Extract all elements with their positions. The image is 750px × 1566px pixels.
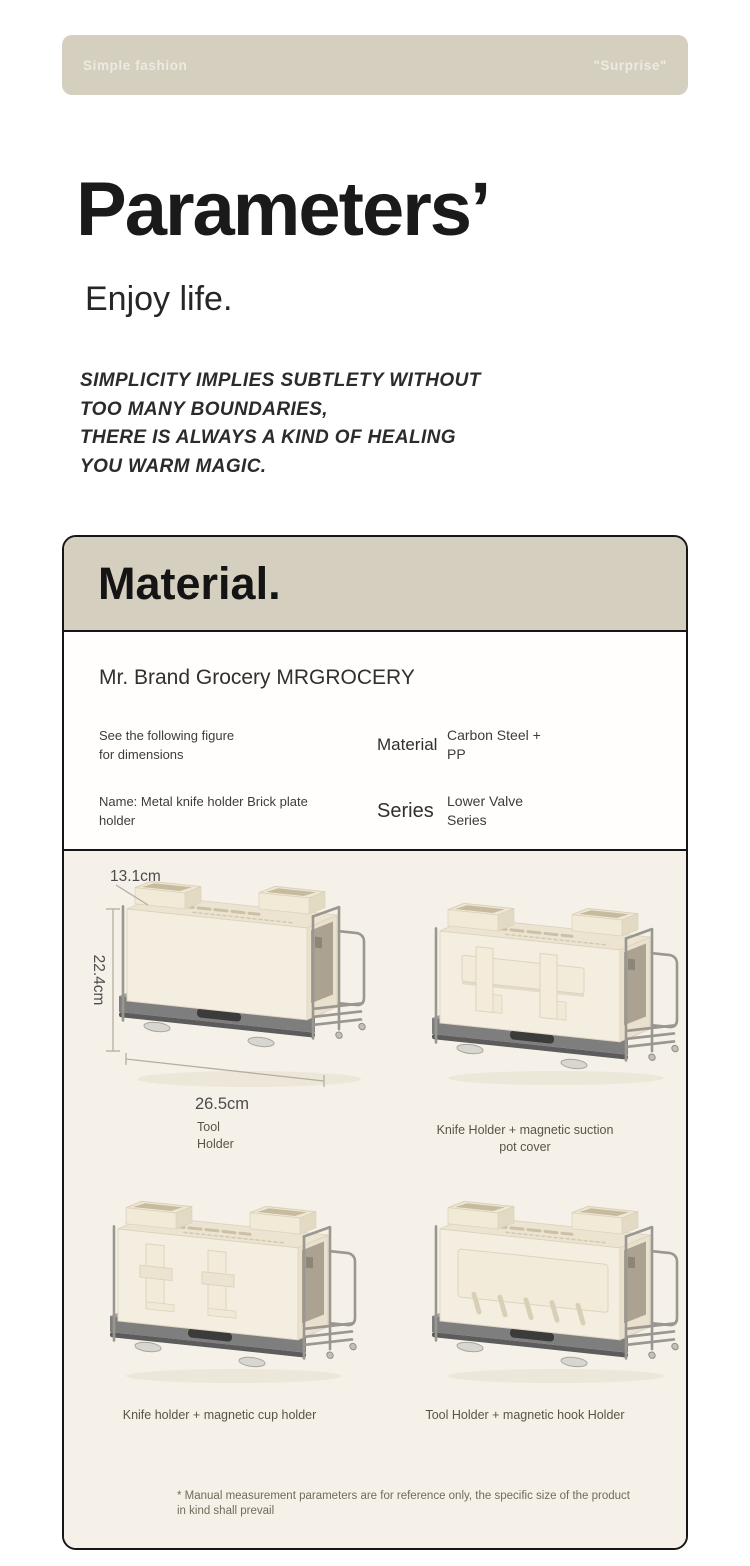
spec-row-series [99, 792, 686, 830]
spec-value-line: Lower Valve [447, 793, 524, 809]
product-label-line: Knife holder + magnetic cup holder [122, 1408, 317, 1422]
product-label-line: Knife Holder + magnetic suction [436, 1123, 614, 1137]
dim-bottom-label: 26.5cm [194, 1095, 250, 1113]
product-image-hook-holder [416, 1181, 688, 1386]
product-label-line: Tool [197, 1120, 220, 1134]
footnote-line: * Manual measurement parameters are for reference only, the specific size of the product [177, 1490, 630, 1502]
product-image-cup-holder [94, 1181, 374, 1386]
card-info-section [64, 632, 686, 851]
dim-top-label: 13.1cm [110, 868, 161, 885]
spec-value-line: Carbon Steel + [447, 727, 541, 743]
product-image-tool-holder [74, 855, 394, 1125]
spec-value [447, 792, 523, 830]
quote-line: THERE IS ALWAYS A KIND OF HEALING [80, 427, 456, 448]
spec-note-line: See the following figure [99, 728, 235, 743]
page-title: Parameters’ [76, 167, 490, 252]
product-label-pot-cover [375, 1122, 675, 1155]
spec-note-line: Name: Metal knife holder Brick plate [99, 794, 308, 809]
material-card [62, 535, 688, 1550]
quote-line: SIMPLICITY IMPLIES SUBTLETY WITHOUT [80, 370, 481, 391]
spec-note-line: for dimensions [99, 747, 184, 762]
quote-line: YOU WARM MAGIC. [80, 455, 267, 477]
card-header-title: Material. [98, 557, 281, 609]
quote-line: TOO MANY BOUNDARIES, [80, 398, 328, 420]
spec-label: Material [377, 735, 438, 754]
spec-value-line: Series [447, 812, 487, 828]
spec-note [99, 792, 377, 830]
hero-quote [80, 367, 481, 481]
spec-note-line: holder [99, 813, 136, 828]
banner-left-text: Simple fashion [83, 57, 188, 73]
product-label-hook-holder [375, 1407, 675, 1424]
dim-side-label: 22.4cm [90, 954, 107, 1006]
spec-label: Series [377, 799, 434, 822]
product-label-tool-holder [197, 1119, 234, 1152]
spec-value [447, 726, 541, 764]
footnote [177, 1489, 630, 1519]
spec-row-material [99, 726, 686, 764]
spec-note [99, 726, 377, 764]
product-label-line: Holder [197, 1136, 234, 1151]
brand-name: Mr. Brand Grocery MRGROCERY [99, 666, 415, 689]
product-label-cup-holder [64, 1407, 375, 1424]
product-label-line: Tool Holder + magnetic hook Holder [425, 1408, 625, 1422]
footnote-line: in kind shall prevail [177, 1505, 275, 1517]
card-header [64, 537, 686, 632]
product-image-pot-cover [416, 883, 688, 1088]
product-label-line: pot cover [499, 1139, 551, 1154]
spec-value-line: PP [447, 746, 466, 762]
banner-right-text: "Surprise" [593, 57, 667, 73]
top-banner [62, 35, 688, 95]
product-grid [64, 851, 686, 1548]
page-subtitle: Enjoy life. [85, 280, 233, 318]
